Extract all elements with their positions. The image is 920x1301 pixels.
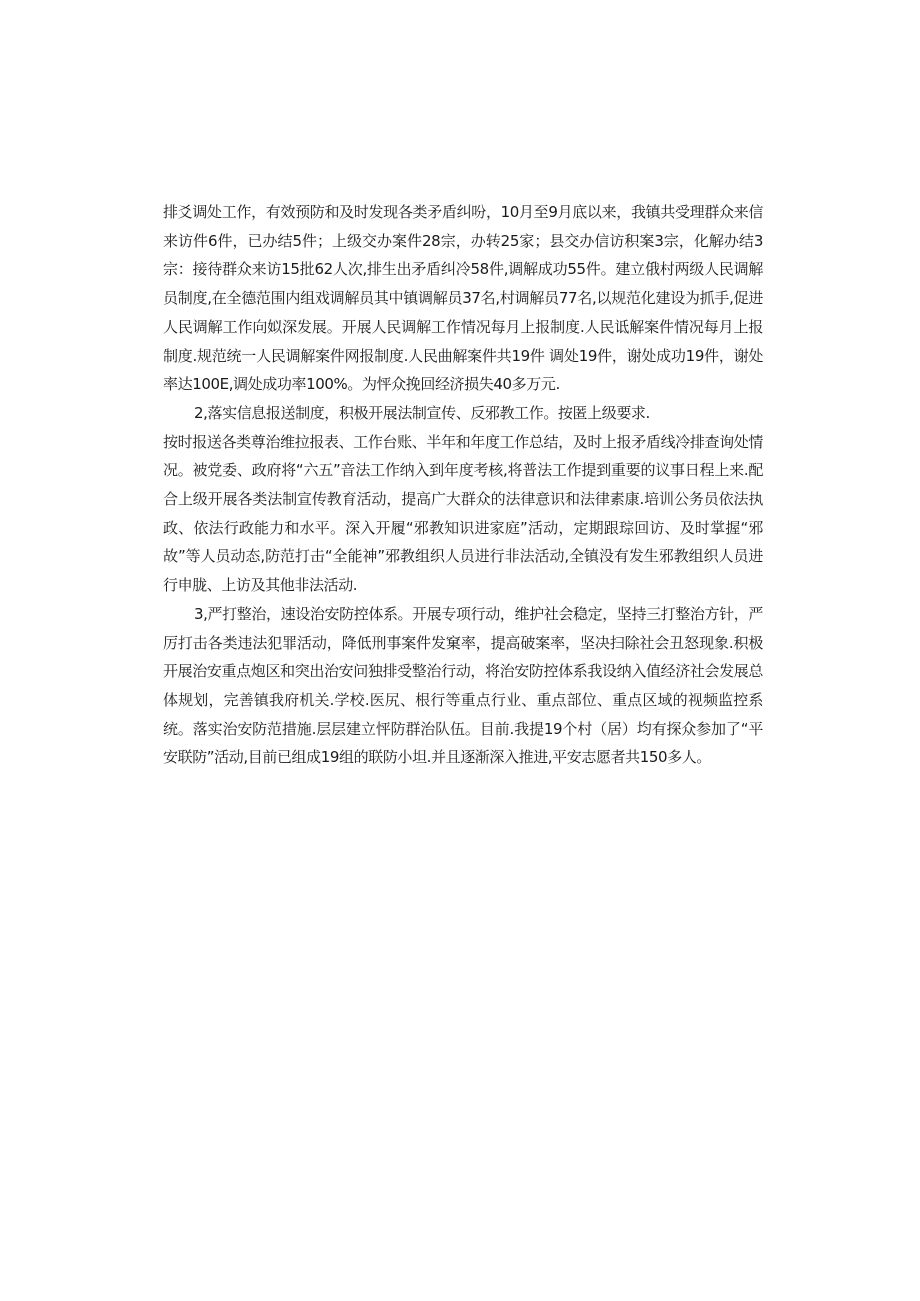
section-2-body: 按时报送各类尊治维拉报表、工作台账、半年和年度工作总结，及时上报矛盾线冷排查询处情况。被党委、政府将“六五”音法工作纳入到年度考核,将普法工作提到重要的议事日程上来.配合上级开展各类法制宣传教育活动，提高广大群众的法律意识和法律素康.培训公务员依法执政、依法行政能力和水平。深入开履“邪教知识进家庭”活动，定期跟琮回访、及时掌握“邪故”等人员动态,防范打击“全能神”邪教组织人员进行非法活动,全镇没有发生邪教组织人员进行申胧、上访及其他非法活动. — [163, 432, 763, 595]
section-3-paragraph: 3,严打整治，速设治安防控体系。开展专项行动，维护社会稳定，坚持三打整治方针，严厉打击各类违法犯罪活动，降低刑事案件发窠率，提高破案率，坚决扫除社会丑怒现象.积极开展治安重点炮区和突出治安问独排受整治行动，将治安防控体系我设纳入值经济社会发展总体规划，完善镇我府机关.学校.医尻、根行等重点行业、重点部位、重点区域的视频监控系统。落实治安防范措施.层层建立怦防群治队伍。目前.我提19个村（居）均有探众参加了“平安联防”活动,目前已组成19组的联防小坦.并且逐渐深入推进,平安志愿者共150多人。 — [163, 604, 763, 767]
paragraph-continuation: 排爻调处工作，有效预防和及时发现各类矛盾纠吩，10月至9月底以来，我镇共受理群众来信来访件6件，已办结5件；上级交办案件28宗，办转25家；县交办信访积案3宗，化解办结3宗：接待群众来访15批62人次,排生出矛盾纠冷58件,调解成功55件。建立俄村两级人民调解员制度,在全德范围内组戏调解员其中镇调解员37名,村调解员77名,以规范化建设为抓手,促进人民调解工作向姒深发展。开展人民调解工作情况每月上报制度.人民诋解案件情况每月上报制度.规范统一人民调解案件网报制度.人民曲解案件共19件 调处19件，谢处成功19件，谢处率达100E,调处成功率100%。为怦众挽回经济损失40多万元. — [163, 203, 763, 394]
document-page — [163, 198, 763, 772]
section-2-heading: 2,落实信息报送制度，积极开展法制宣传、反邪教工作。按匿上级要求. — [194, 403, 650, 422]
